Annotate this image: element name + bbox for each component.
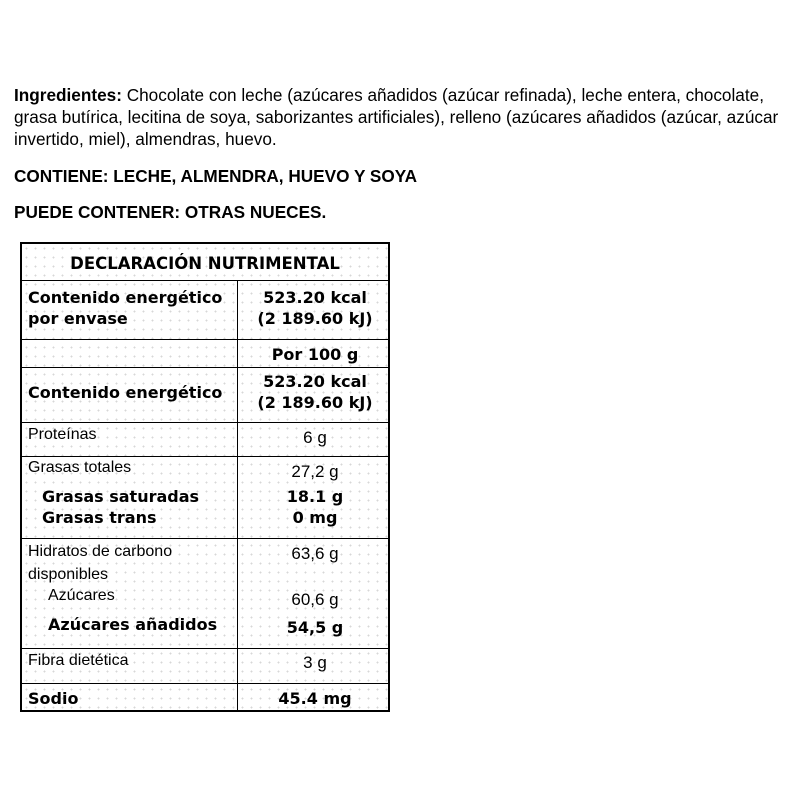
per-100g-header: Por 100 g — [271, 345, 359, 364]
grasas-trans-label: Grasas trans — [42, 508, 157, 527]
energy-package-label-line2: por envase — [28, 309, 128, 328]
row-divider — [22, 422, 388, 423]
proteinas-value: 6 g — [303, 428, 327, 447]
nutrition-table — [20, 242, 390, 712]
contains-statement: CONTIENE: LECHE, ALMENDRA, HUEVO Y SOYA — [14, 166, 418, 186]
grasas-totales-value: 27,2 g — [291, 462, 339, 481]
proteinas-label: Proteínas — [28, 426, 97, 443]
azucares-value: 60,6 g — [291, 590, 339, 609]
grasas-totales-label: Grasas totales — [28, 459, 132, 476]
row-divider — [22, 683, 388, 684]
energy-package-kcal: 523.20 kcal — [263, 288, 367, 307]
row-divider — [22, 339, 388, 340]
grasas-trans-value: 0 mg — [292, 508, 338, 527]
ingredients-paragraph — [14, 84, 794, 150]
azucares-label: Azúcares — [48, 587, 115, 604]
row-divider — [22, 456, 388, 457]
row-divider — [22, 367, 388, 368]
row-divider — [22, 280, 388, 281]
nutrition-title: DECLARACIÓN NUTRIMENTAL — [70, 254, 340, 273]
azucares-anadidos-label: Azúcares añadidos — [48, 615, 218, 634]
hidratos-label-line1: Hidratos de carbono — [28, 543, 173, 560]
energy-label: Contenido energético — [28, 383, 223, 402]
fibra-value: 3 g — [303, 653, 327, 672]
column-divider — [237, 280, 238, 710]
hidratos-label-line2: disponibles — [28, 566, 109, 583]
sodio-label: Sodio — [28, 689, 79, 708]
energy-package-label-line1: Contenido energético — [28, 288, 223, 307]
ingredients-label: Ingredientes: — [14, 85, 122, 105]
ingredients-text: Chocolate con leche (azúcares añadidos (azúcar refinada), leche entera, chocolate, grasa butírica, lecitina de soya, saborizantes artificiales), relleno (azúcares añadidos (azúcar, azúcar invertido, miel), almendras, huevo. — [14, 85, 779, 149]
row-divider — [22, 538, 388, 539]
may-contain-statement: PUEDE CONTENER: OTRAS NUECES. — [14, 202, 327, 222]
sodio-value: 45.4 mg — [278, 689, 352, 708]
row-divider — [22, 648, 388, 649]
energy-package-kj: (2 189.60 kJ) — [257, 309, 373, 328]
energy-kcal: 523.20 kcal — [263, 372, 367, 391]
energy-kj: (2 189.60 kJ) — [257, 393, 373, 412]
azucares-anadidos-value: 54,5 g — [286, 618, 344, 637]
hidratos-value: 63,6 g — [291, 544, 339, 563]
grasas-saturadas-value: 18.1 g — [286, 487, 344, 506]
fibra-label: Fibra dietética — [28, 652, 129, 669]
grasas-saturadas-label: Grasas saturadas — [42, 487, 200, 506]
